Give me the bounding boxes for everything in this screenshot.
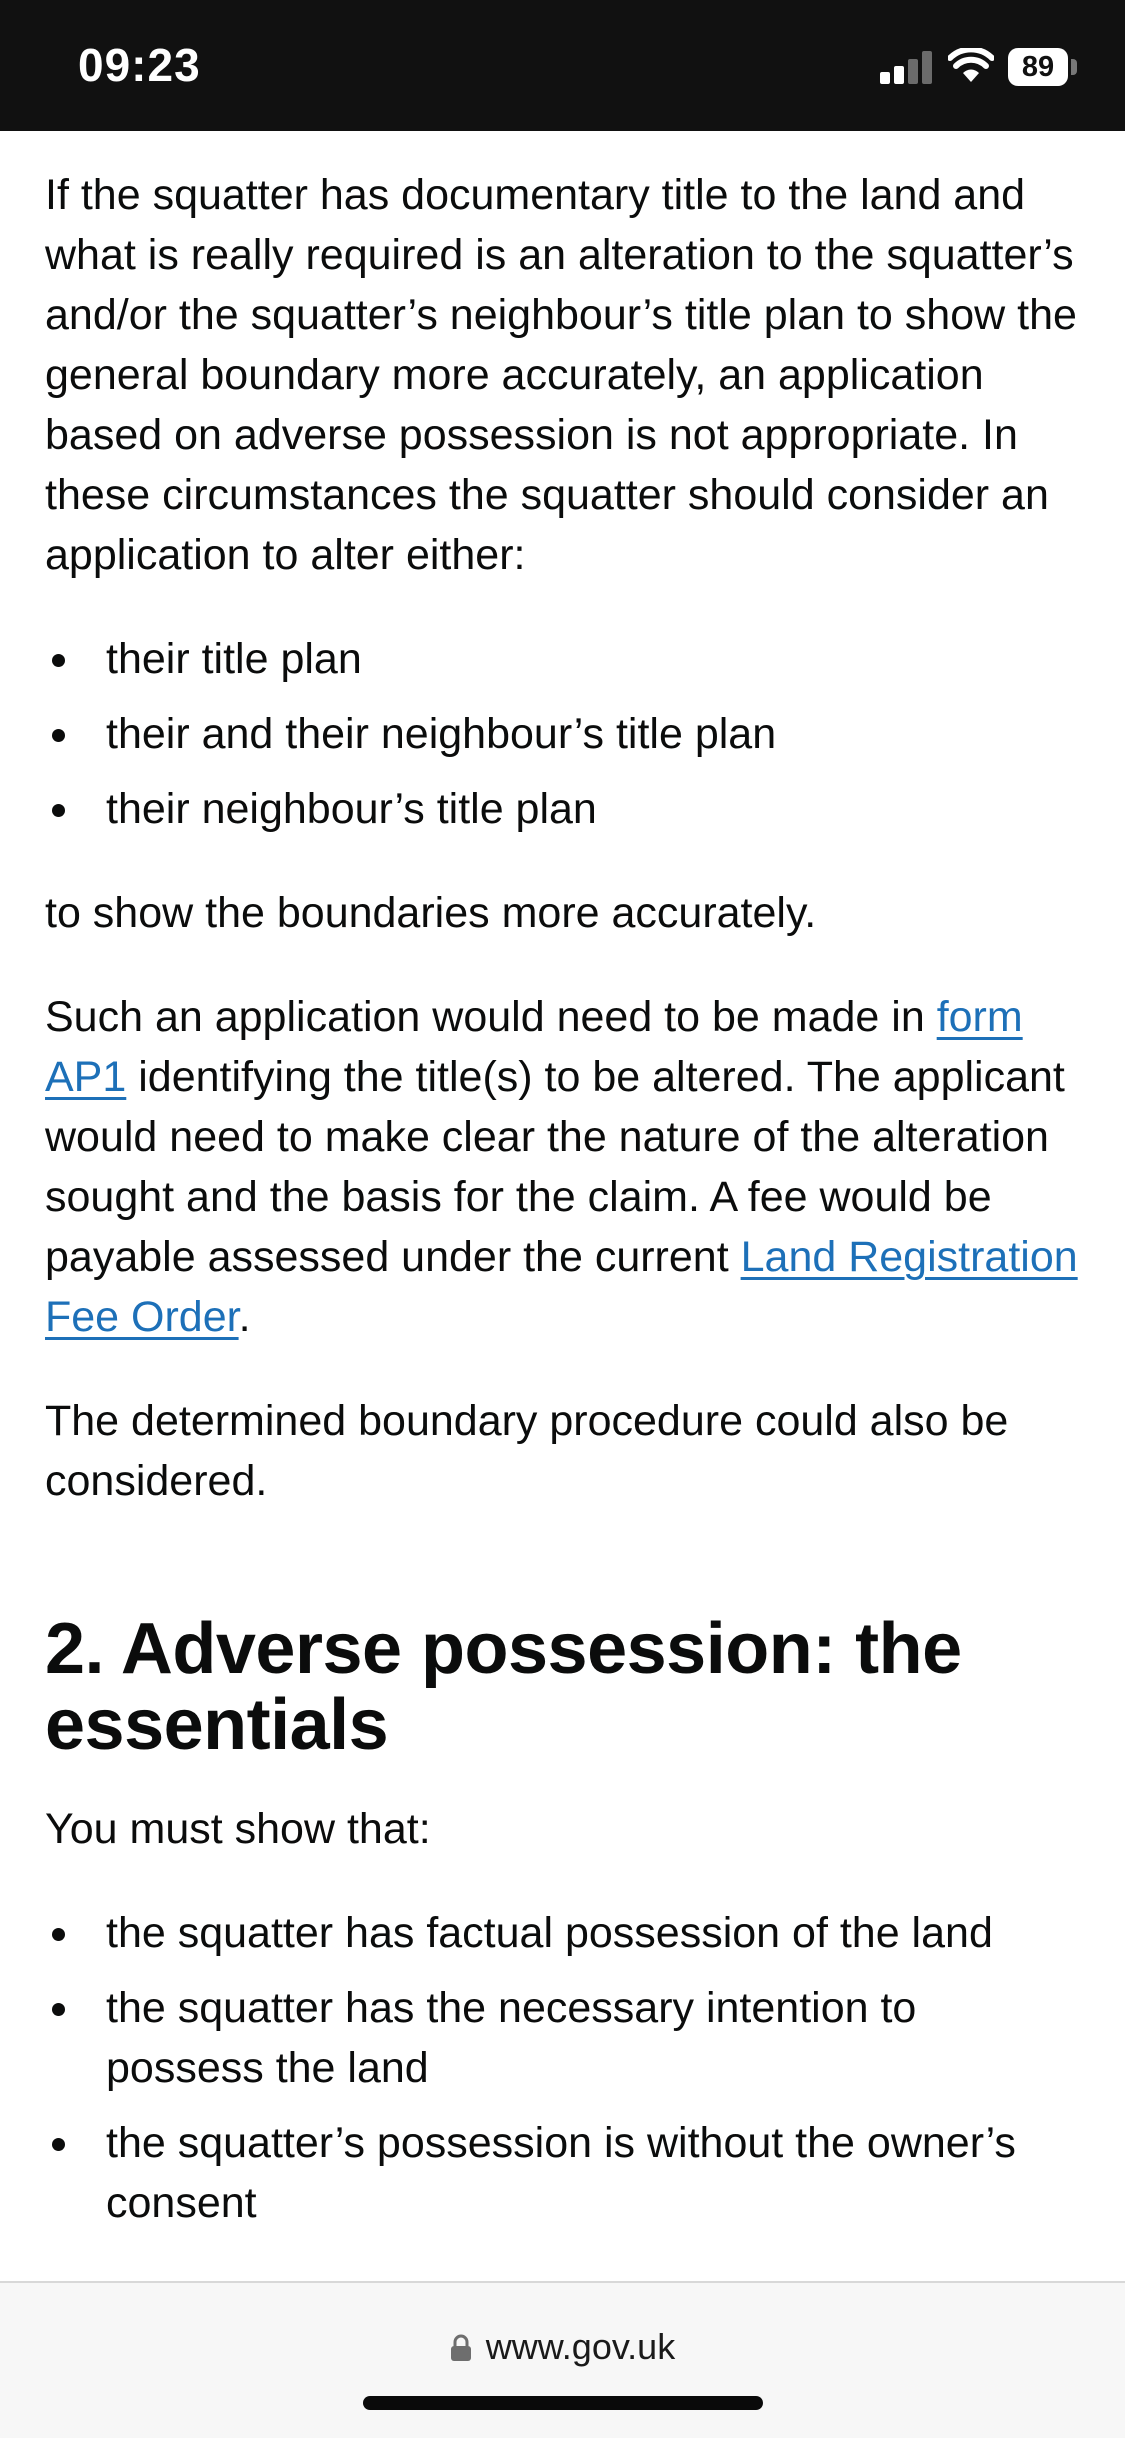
paragraph-text: . bbox=[238, 1293, 251, 1341]
wifi-icon bbox=[948, 48, 994, 84]
list-item: the squatter has the necessary intention to possess the land bbox=[45, 1978, 1085, 2098]
alteration-options-list bbox=[45, 629, 1085, 839]
battery-icon bbox=[1071, 59, 1077, 75]
url-text: www.gov.uk bbox=[485, 2326, 676, 2367]
battery-level: 89 bbox=[1008, 48, 1068, 86]
list-item: their title plan bbox=[45, 629, 1085, 689]
lock-icon bbox=[450, 2334, 472, 2362]
home-indicator[interactable] bbox=[363, 2396, 763, 2410]
section-heading: 2. Adverse possession: the essentials bbox=[45, 1609, 962, 1765]
url-field[interactable] bbox=[0, 2326, 1125, 2368]
list-item: their neighbour’s title plan bbox=[45, 779, 1085, 839]
form-ap1-link[interactable]: form AP1 bbox=[45, 993, 1023, 1101]
paragraph-determined-boundary: The determined boundary procedure could also be considered. bbox=[45, 1397, 1009, 1505]
paragraph-application-form bbox=[45, 987, 1085, 1347]
cellular-signal-icon bbox=[880, 50, 934, 84]
paragraph-show-boundaries: to show the boundaries more accurately. bbox=[45, 889, 817, 937]
list-item: the squatter has factual possession of the land bbox=[45, 1903, 1085, 1963]
browser-address-bar[interactable] bbox=[0, 2281, 1125, 2438]
list-item: their and their neighbour’s title plan bbox=[45, 704, 1085, 764]
paragraph-text: Such an application would need to be made in bbox=[45, 993, 937, 1041]
article-body bbox=[45, 165, 1085, 2277]
fee-order-link[interactable]: Land Registration Fee Order bbox=[45, 1233, 1078, 1341]
status-time: 09:23 bbox=[78, 39, 201, 91]
list-item: the squatter’s possession is without the owner’s consent bbox=[45, 2113, 1085, 2233]
paragraph-text: identifying the title(s) to be altered. The applicant would need to make clear the nature of the alteration sought and the basis for the claim. A fee would be payable assessed under the current bbox=[45, 1053, 1065, 1281]
paragraph-documentary-title: If the squatter has documentary title to the land and what is really required is an alteration to the squatter’s and/or the squatter’s neighbour’s title plan to show the general boundary more accurately, an application based on adverse possession is not appropriate. In these circumstances the squatter should consider an application to alter either: bbox=[45, 171, 1077, 579]
status-bar bbox=[0, 0, 1125, 131]
essentials-list bbox=[45, 1903, 1085, 2233]
paragraph-must-show: You must show that: bbox=[45, 1805, 431, 1853]
